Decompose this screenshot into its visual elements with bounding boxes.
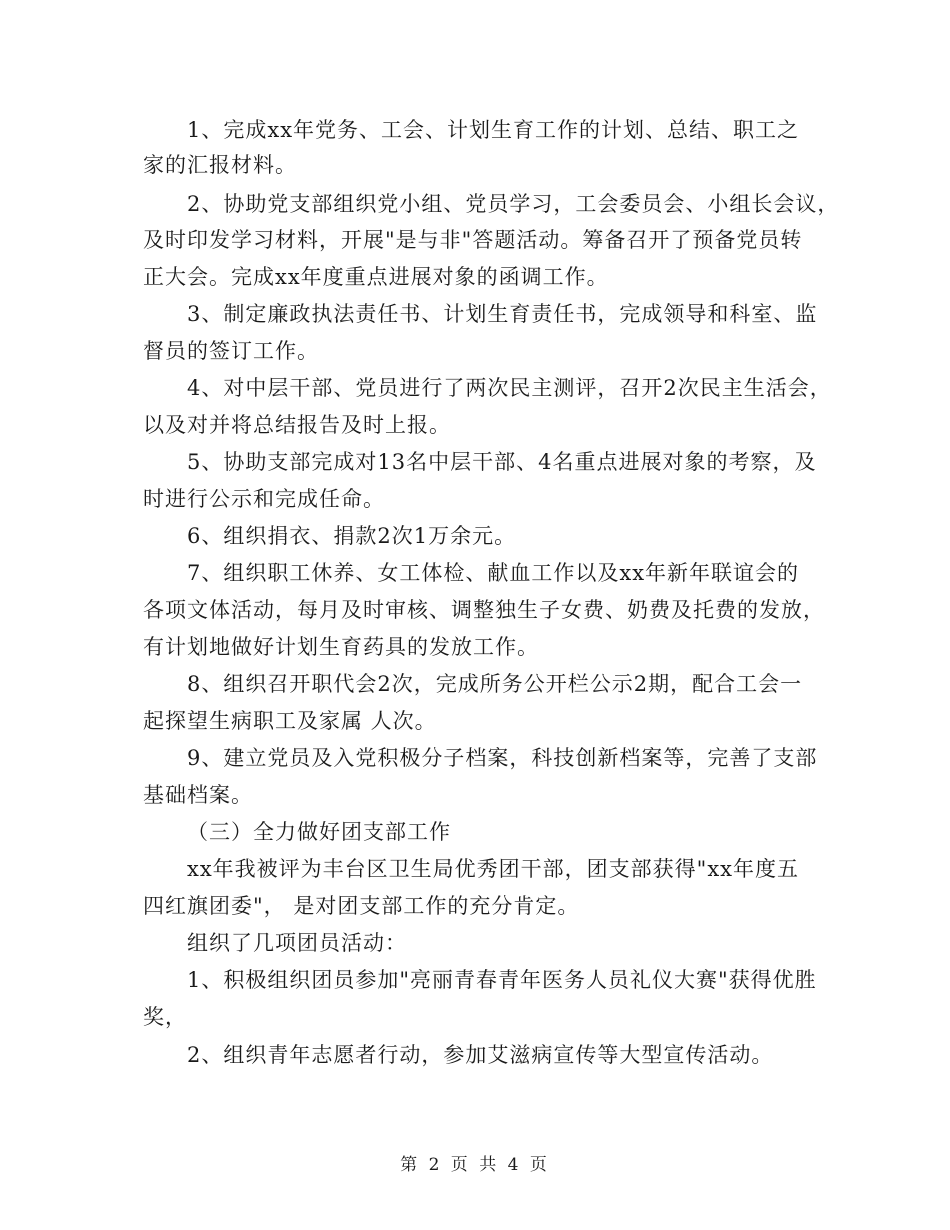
paragraph-line: 督员的签订工作。 [143,339,319,363]
paragraph-line: 1、积极组织团员参加"亮丽青春青年医务人员礼仪大赛"获得优胜 [187,968,817,992]
paragraph-line: 3、制定廉政执法责任书、计划生育责任书，完成领导和科室、监 [187,302,818,326]
paragraph-line: 以及对并将总结报告及时上报。 [143,413,451,437]
paragraph-line: xx年我被评为丰台区卫生局优秀团干部，团支部获得"xx年度五 [187,857,800,881]
paragraph-line: 7、组织职工休养、女工体检、献血工作以及xx年新年联谊会的 [187,561,800,585]
paragraph-line: 正大会。完成xx年度重点进展对象的函调工作。 [143,265,609,289]
paragraph-line: 时进行公示和完成任命。 [143,487,385,511]
paragraph-line: 及时印发学习材料，开展"是与非"答题活动。筹备召开了预备党员转 [143,228,803,252]
paragraph-line: 8、组织召开职代会2次，完成所务公开栏公示2期，配合工会一 [187,672,803,696]
section-heading: （三）全力做好团支部工作 [187,820,451,844]
paragraph-line: 2、协助党支部组织党小组、党员学习，工会委员会、小组长会议， [187,192,840,216]
paragraph-line: 各项文体活动，每月及时审核、调整独生子女费、奶费及托费的发放， [143,598,825,622]
paragraph-line: 奖， [143,1005,187,1029]
paragraph-line: 1、完成xx年党务、工会、计划生育工作的计划、总结、职工之 [187,118,800,142]
paragraph-line: 组织了几项团员活动： [187,931,407,955]
paragraph-line: 9、建立党员及入党积极分子档案，科技创新档案等，完善了支部 [187,746,818,770]
paragraph-line: 4、对中层干部、党员进行了两次民主测评，召开2次民主生活会， [187,376,832,400]
paragraph-line: 2、组织青年志愿者行动，参加艾滋病宣传等大型宣传活动。 [187,1043,774,1067]
paragraph-line: 6、组织捐衣、捐款2次1万余元。 [187,524,517,548]
paragraph-line: 起探望生病职工及家属 人次。 [143,709,437,733]
page-footer: 第 2 页 共 4 页 [400,1155,550,1175]
paragraph-line: 四红旗团委"， 是对团支部工作的充分肯定。 [143,894,580,918]
paragraph-line: 有计划地做好计划生育药具的发放工作。 [143,635,539,659]
paragraph-line: 5、协助支部完成对13名中层干部、4名重点进展对象的考察，及 [187,450,817,474]
paragraph-line: 家的汇报材料。 [143,153,297,177]
paragraph-line: 基础档案。 [143,783,253,807]
